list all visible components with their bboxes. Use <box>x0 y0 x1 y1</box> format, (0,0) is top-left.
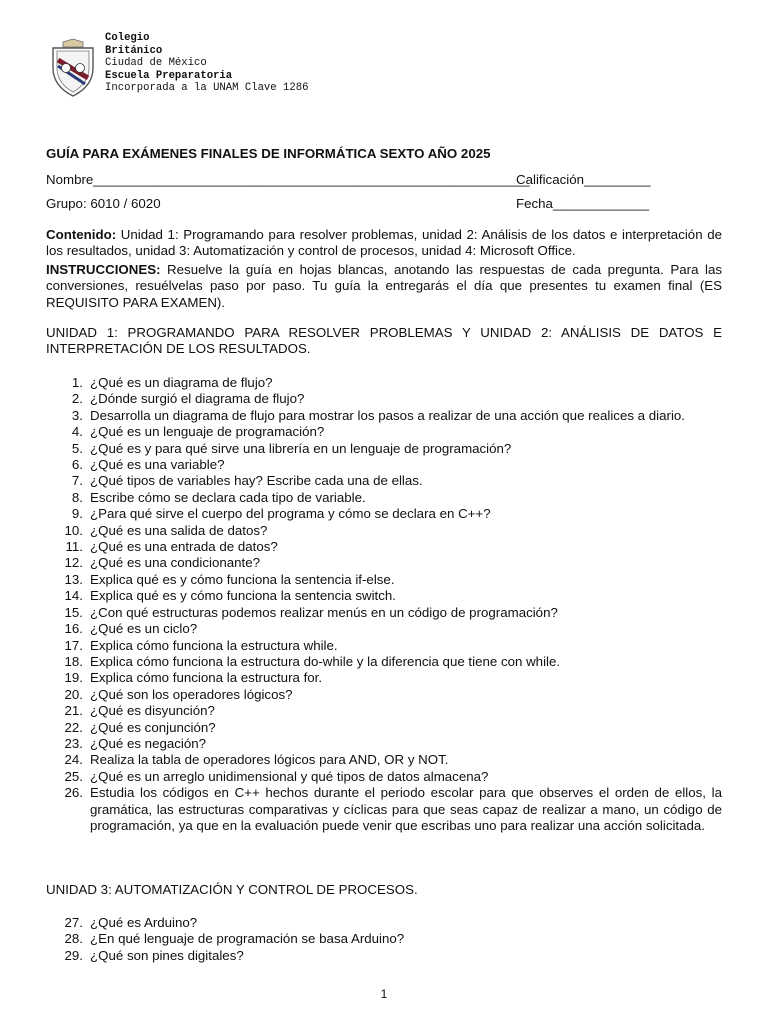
list-item <box>46 523 722 539</box>
instrucciones-paragraph <box>46 262 722 311</box>
question-text: ¿Dónde surgió el diagrama de flujo? <box>90 391 305 407</box>
question-text: ¿Qué es conjunción? <box>90 719 216 735</box>
group-date-row <box>46 196 650 211</box>
question-number: 3. <box>71 407 83 423</box>
list-item <box>46 572 722 588</box>
question-text: ¿Qué tipos de variables hay? Escribe cada una de ellas. <box>90 473 423 489</box>
unit3-heading: UNIDAD 3: AUTOMATIZACIÓN Y CONTROL DE PROCESOS. <box>46 882 418 897</box>
question-text: ¿Qué es disyunción? <box>90 703 215 719</box>
question-number: 25. <box>64 768 83 784</box>
question-number: 27. <box>64 915 83 930</box>
question-number: 22. <box>64 719 83 735</box>
question-text: ¿Qué es un diagrama de flujo? <box>90 375 273 390</box>
question-list-unit12 <box>46 375 722 834</box>
question-number: 6. <box>71 457 83 473</box>
question-number: 5. <box>71 440 83 456</box>
page-number: 1 <box>380 987 388 1001</box>
list-item <box>46 424 722 440</box>
question-text: Explica qué es y cómo funciona la sentencia if-else. <box>90 571 395 587</box>
question-text: ¿Qué es negación? <box>90 735 207 751</box>
question-number: 12. <box>64 555 83 571</box>
question-text: Desarrolla un diagrama de flujo para mostrar los pasos a realizar de una acción que realices a diario. <box>90 407 685 423</box>
question-number: 18. <box>64 653 83 669</box>
question-number: 14. <box>64 588 83 604</box>
question-number: 17. <box>64 637 83 653</box>
question-number: 24. <box>64 752 83 768</box>
question-text: ¿Qué es Arduino? <box>90 915 198 930</box>
question-text: ¿Con qué estructuras podemos realizar menús en un código de programación? <box>90 604 558 620</box>
list-item <box>46 457 722 473</box>
list-item <box>46 915 722 931</box>
question-number: 10. <box>64 522 83 538</box>
list-item <box>46 948 722 964</box>
list-item <box>46 720 722 736</box>
question-text: ¿Qué es un arreglo unidimensional y qué tipos de datos almacena? <box>90 768 489 784</box>
question-text: ¿Qué es un lenguaje de programación? <box>90 424 325 440</box>
school-name-line2: Británico <box>105 44 163 57</box>
school-division: Escuela Preparatoria <box>105 69 233 82</box>
question-text: ¿Qué es una variable? <box>90 457 225 473</box>
contenido-label: Contenido: <box>46 227 117 242</box>
list-item <box>46 605 722 621</box>
question-text: Escribe cómo se declara cada tipo de variable. <box>90 489 366 505</box>
name-field: Nombre___________________________________________________________ <box>46 172 530 187</box>
question-text: ¿Qué es una salida de datos? <box>90 522 268 538</box>
contenido-text: Unidad 1: Programando para resolver problemas, unidad 2: Análisis de los datos e interpretación de los resultados, unidad 3: Automatización y control de procesos, unidad 4: Microsoft Office. <box>46 227 722 259</box>
question-text: Estudia los códigos en C++ hechos durante el periodo escolar para que observes el orden de ellos, la gramática, las estructuras comparativas y cíclicas para que seas capaz de realizar a mano, un código de programación, ya que en la evaluación puede venir que escribas uno para realizar una acción solicitada. <box>90 785 722 833</box>
school-incorporation: Incorporada a la UNAM Clave 1286 <box>105 82 309 95</box>
list-item <box>46 785 722 834</box>
question-number: 15. <box>64 604 83 620</box>
group-field: Grupo: 6010 / 6020 <box>46 196 161 211</box>
list-item <box>46 506 722 522</box>
question-number: 16. <box>64 621 83 637</box>
question-text: Realiza la tabla de operadores lógicos para AND, OR y NOT. <box>90 752 449 768</box>
instrucciones-text: Resuelve la guía en hojas blancas, anotando las respuestas de cada pregunta. Para las conversiones, resuélvelas paso por paso. Tu guía la entregarás el día que presentes tu examen final (ES REQUISITO PARA EXAMEN). <box>46 262 722 310</box>
question-list-unit3 <box>46 915 722 964</box>
unit12-heading: UNIDAD 1: PROGRAMANDO PARA RESOLVER PROBLEMAS Y UNIDAD 2: ANÁLISIS DE DATOS E INTERPRETACIÓN DE LOS RESULTADOS. <box>46 325 722 357</box>
question-number: 7. <box>71 473 83 489</box>
question-text: ¿Qué es un ciclo? <box>90 621 198 637</box>
question-number: 11. <box>65 539 83 555</box>
list-item <box>46 931 722 947</box>
list-item <box>46 752 722 768</box>
question-number: 8. <box>71 489 83 505</box>
question-text: ¿Qué es una entrada de datos? <box>90 539 278 555</box>
question-number: 21. <box>64 703 83 719</box>
question-text: ¿Qué son los operadores lógicos? <box>90 686 293 702</box>
question-text: Explica cómo funciona la estructura for. <box>90 670 323 686</box>
question-number: 4. <box>71 424 83 440</box>
question-number: 13. <box>64 571 83 587</box>
question-number: 9. <box>71 506 83 522</box>
list-item <box>46 490 722 506</box>
list-item <box>46 441 722 457</box>
list-item <box>46 588 722 604</box>
list-item <box>46 769 722 785</box>
question-number: 26. <box>64 785 83 801</box>
list-item <box>46 703 722 719</box>
question-text: Explica cómo funciona la estructura while. <box>90 637 338 653</box>
list-item <box>46 621 722 637</box>
school-name-line1: Colegio <box>105 32 150 44</box>
question-text: ¿En qué lenguaje de programación se basa Arduino? <box>90 931 405 947</box>
question-number: 23. <box>64 735 83 751</box>
question-text: Explica qué es y cómo funciona la sentencia switch. <box>90 588 396 604</box>
grade-field: Calificación_________ <box>516 172 651 187</box>
question-number: 29. <box>64 947 83 963</box>
question-text: ¿Qué es y para qué sirve una librería en un lenguaje de programación? <box>90 440 512 456</box>
date-field: Fecha_____________ <box>516 196 650 211</box>
list-item <box>46 654 722 670</box>
document-title: GUÍA PARA EXÁMENES FINALES DE INFORMÁTICA SEXTO AÑO 2025 <box>46 146 491 161</box>
list-item <box>46 375 722 391</box>
list-item <box>46 408 722 424</box>
question-text: ¿Qué es una condicionante? <box>90 555 261 571</box>
question-number: 2. <box>71 391 83 407</box>
contenido-paragraph <box>46 227 722 260</box>
list-item <box>46 539 722 555</box>
instrucciones-label: INSTRUCCIONES: <box>46 262 161 277</box>
list-item <box>46 473 722 489</box>
school-info <box>105 32 308 95</box>
list-item <box>46 670 722 686</box>
list-item <box>46 555 722 571</box>
question-number: 19. <box>64 670 83 686</box>
question-text: ¿Qué son pines digitales? <box>90 947 244 963</box>
list-item <box>46 736 722 752</box>
name-grade-row <box>46 172 651 187</box>
school-city: Ciudad de México <box>105 57 207 70</box>
list-item <box>46 638 722 654</box>
question-number: 28. <box>64 931 83 947</box>
question-number: 1. <box>71 375 83 390</box>
list-item <box>46 391 722 407</box>
question-text: Explica cómo funciona la estructura do-while y la diferencia que tiene con while. <box>90 653 561 669</box>
question-text: ¿Para qué sirve el cuerpo del programa y cómo se declara en C++? <box>90 506 491 522</box>
school-crest-logo <box>49 38 97 98</box>
question-number: 20. <box>64 686 83 702</box>
list-item <box>46 687 722 703</box>
